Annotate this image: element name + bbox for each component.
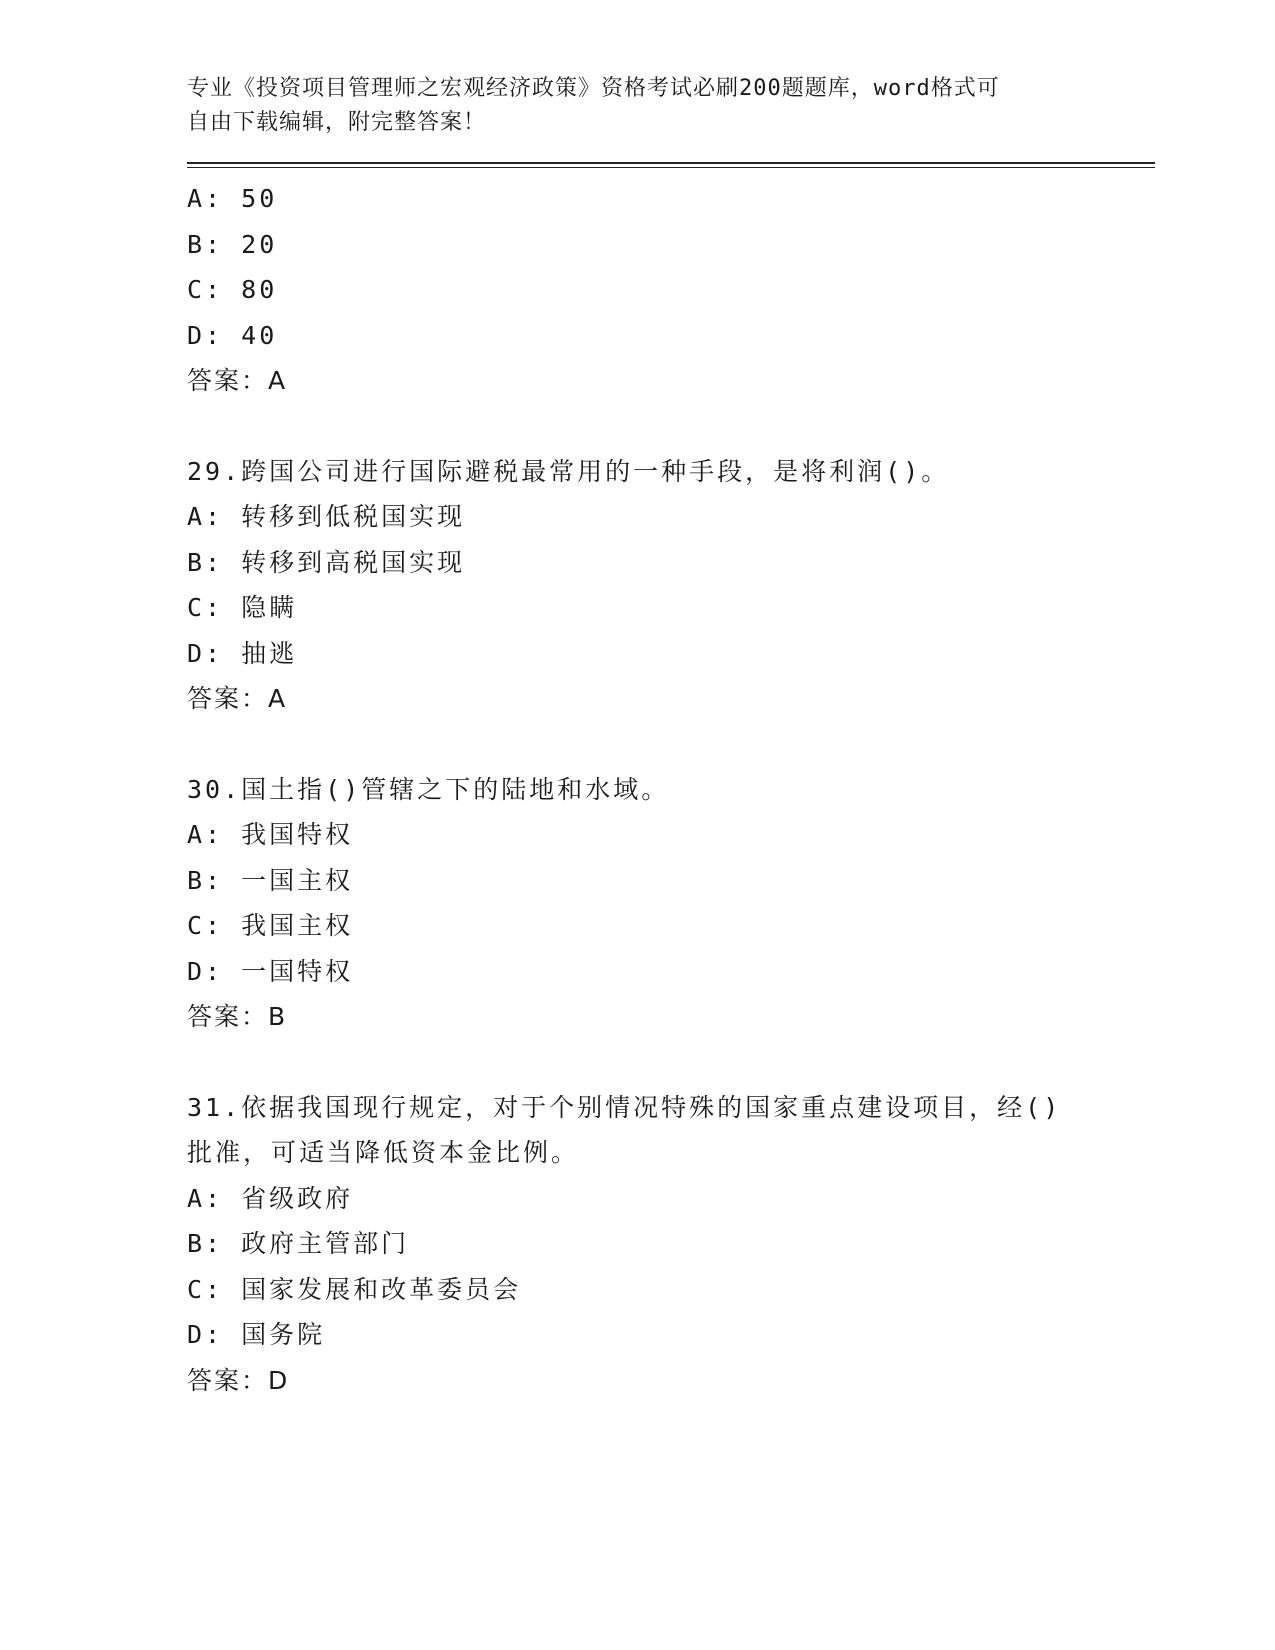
question-28-partial: [187, 176, 1157, 404]
option-d: D: 抽逃: [187, 638, 298, 668]
option-b: B: 一国主权: [187, 865, 354, 895]
answer: 答案：A: [187, 684, 288, 713]
question-29: [187, 449, 1157, 722]
option-c: C: 国家发展和改革委员会: [187, 1274, 522, 1304]
header-line-1: 专业《投资项目管理师之宏观经济政策》资格考试必刷200题题库，word格式可: [187, 76, 1000, 101]
option-b: B: 政府主管部门: [187, 1229, 410, 1258]
option-c: C: 我国主权: [187, 911, 354, 940]
spacer: [187, 404, 1157, 449]
option-b: B: 转移到高税国实现: [187, 547, 466, 577]
document-header: [187, 72, 1067, 140]
option-c: C: 隐瞒: [187, 593, 298, 622]
option-a: A: 50: [187, 184, 278, 213]
header-line-2: 自由下载编辑，附完整答案！: [187, 110, 487, 135]
option-a: A: 我国特权: [187, 820, 354, 849]
option-a: A: 省级政府: [187, 1183, 354, 1213]
option-c: C: 80: [187, 275, 278, 304]
question-text: 30.国土指()管辖之下的陆地和水域。: [187, 774, 670, 804]
option-d: D: 一国特权: [187, 956, 354, 986]
question-31: [187, 1085, 1157, 1404]
header-divider: [187, 162, 1155, 168]
spacer: [187, 722, 1157, 767]
option-d: D: 国务院: [187, 1320, 326, 1349]
answer: 答案：B: [187, 1002, 288, 1031]
question-text: 29.跨国公司进行国际避税最常用的一种手段，是将利润()。: [187, 456, 950, 486]
spacer: [187, 1040, 1157, 1085]
option-b: B: 20: [187, 229, 278, 259]
question-text: 31.依据我国现行规定，对于个别情况特殊的国家重点建设项目，经()批准，可适当降低资本金比例。: [187, 1092, 1062, 1167]
option-a: A: 转移到低税国实现: [187, 502, 466, 531]
document-page: [187, 72, 1157, 1403]
option-d: D: 40: [187, 320, 278, 350]
answer: 答案：D: [187, 1365, 290, 1395]
answer: 答案：A: [187, 366, 288, 395]
question-30: [187, 767, 1157, 1040]
